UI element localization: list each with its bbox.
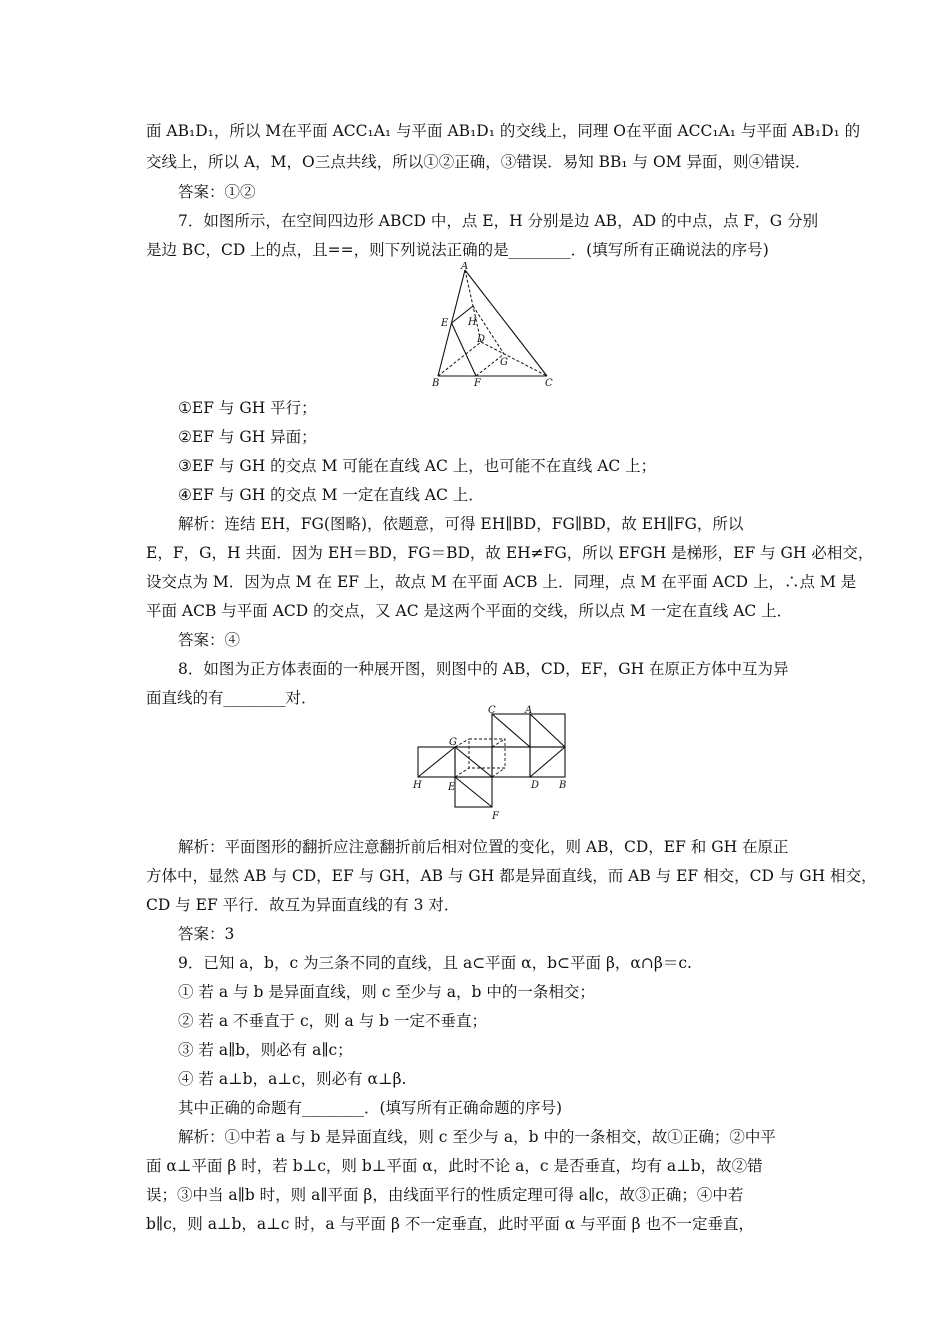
text-line: E，F，G，H 共面．因为 EH＝BD，FG＝BD，故 EH≠FG，所以 EFGH 是梯形，EF 与 GH 必相交， — [146, 544, 874, 562]
label-B: B — [559, 780, 567, 791]
text-line: CD 与 EF 平行．故互为异面直线的有 3 对． — [146, 896, 460, 914]
option-line: ④ 若 a⊥b，a⊥c，则必有 α⊥β. — [178, 1070, 407, 1088]
answer-line: 答案：①② — [178, 183, 256, 201]
text-line: 平面 ACB 与平面 ACD 的交点，又 AC 是这两个平面的交线，所以点 M 一定在直线 AC 上． — [146, 602, 793, 620]
text-line: 面直线的有________对． — [146, 689, 317, 707]
text-line: 是边 BC，CD 上的点，且==，则下列说法正确的是________．(填写所有正确说法的序号) — [146, 241, 769, 259]
label-C: C — [488, 705, 496, 716]
text-line: 误；③中当 a∥b 时，则 a∥平面 β，由线面平行的性质定理可得 a∥c，故③正确；④中若 — [146, 1186, 744, 1204]
option-line: ④EF 与 GH 的交点 M 一定在直线 AC 上． — [178, 486, 484, 504]
text-line: 面 α⊥平面 β 时，若 b⊥c，则 b⊥平面 α，此时不论 a，c 是否垂直，均有 a⊥b，故②错 — [146, 1157, 763, 1175]
label-H: H — [413, 780, 422, 791]
label-D: D — [477, 334, 486, 345]
solution-line: 解析：①中若 a 与 b 是异面直线，则 c 至少与 a，b 中的一条相交，故①正确；②中平 — [178, 1128, 776, 1146]
text-line: 交线上，所以 A，M，O三点共线，所以①②正确，③错误．易知 BB₁ 与 OM 异面，则④错误． — [146, 153, 811, 171]
label-F: F — [492, 811, 499, 822]
label-F: F — [474, 378, 481, 389]
option-line: ③EF 与 GH 的交点 M 可能在直线 AC 上，也可能不在直线 AC 上； — [178, 457, 657, 475]
option-line: ③ 若 a∥b，则必有 a∥c； — [178, 1041, 353, 1059]
answer-line: 答案：④ — [178, 631, 241, 649]
figure-cube-net — [408, 704, 608, 822]
label-A: A — [525, 705, 533, 716]
figure-tetrahedron — [424, 262, 560, 392]
text-line: 面 AB₁D₁，所以 M在平面 ACC₁A₁ 与平面 AB₁D₁ 的交线上，同理 O在平面 ACC₁A₁ 与平面 AB₁D₁ 的 — [146, 122, 861, 140]
text-line: 方体中，显然 AB 与 CD，EF 与 GH，AB 与 GH 都是异面直线，而 AB 与 EF 相交，CD 与 GH 相交， — [146, 867, 877, 885]
text-line: b∥c，则 a⊥b，a⊥c 时，a 与平面 β 不一定垂直，此时平面 α 与平面 β 也不一定垂直， — [146, 1215, 754, 1233]
question-8-title: 8．如图为正方体表面的一种展开图，则图中的 AB，CD，EF，GH 在原正方体中互为异 — [178, 660, 789, 678]
option-line: ②EF 与 GH 异面； — [178, 428, 317, 446]
question-7-title: 7．如图所示，在空间四边形 ABCD 中，点 E，H 分别是边 AB，AD 的中点，点 F，G 分别 — [178, 212, 819, 230]
label-E: E — [448, 782, 456, 793]
question-line: 其中正确的命题有________．(填写所有正确命题的序号) — [178, 1099, 563, 1117]
option-line: ① 若 a 与 b 是异面直线，则 c 至少与 a，b 中的一条相交； — [178, 983, 595, 1001]
label-C: C — [545, 378, 553, 389]
option-line: ①EF 与 GH 平行； — [178, 399, 317, 417]
solution-line: 解析：平面图形的翻折应注意翻折前后相对位置的变化，则 AB，CD，EF 和 GH 在原正 — [178, 838, 789, 856]
answer-line: 答案：3 — [178, 925, 235, 943]
label-E: E — [441, 318, 449, 329]
solution-line: 解析：连结 EH，FG(图略)，依题意，可得 EH∥BD，FG∥BD，故 EH∥FG，所以 — [178, 515, 744, 533]
text-line: 设交点为 M．因为点 M 在 EF 上，故点 M 在平面 ACB 上．同理，点 M 在平面 ACD 上，∴点 M 是 — [146, 573, 857, 591]
label-G: G — [500, 357, 508, 368]
question-9-title: 9．已知 a，b，c 为三条不同的直线，且 a⊂平面 α，b⊂平面 β，α∩β＝c. — [178, 954, 692, 972]
label-B: B — [432, 378, 440, 389]
label-D: D — [531, 780, 540, 791]
label-H: H — [468, 317, 477, 328]
label-A: A — [461, 262, 469, 272]
label-G: G — [449, 737, 457, 748]
option-line: ② 若 a 不垂直于 c，则 a 与 b 一定不垂直； — [178, 1012, 488, 1030]
